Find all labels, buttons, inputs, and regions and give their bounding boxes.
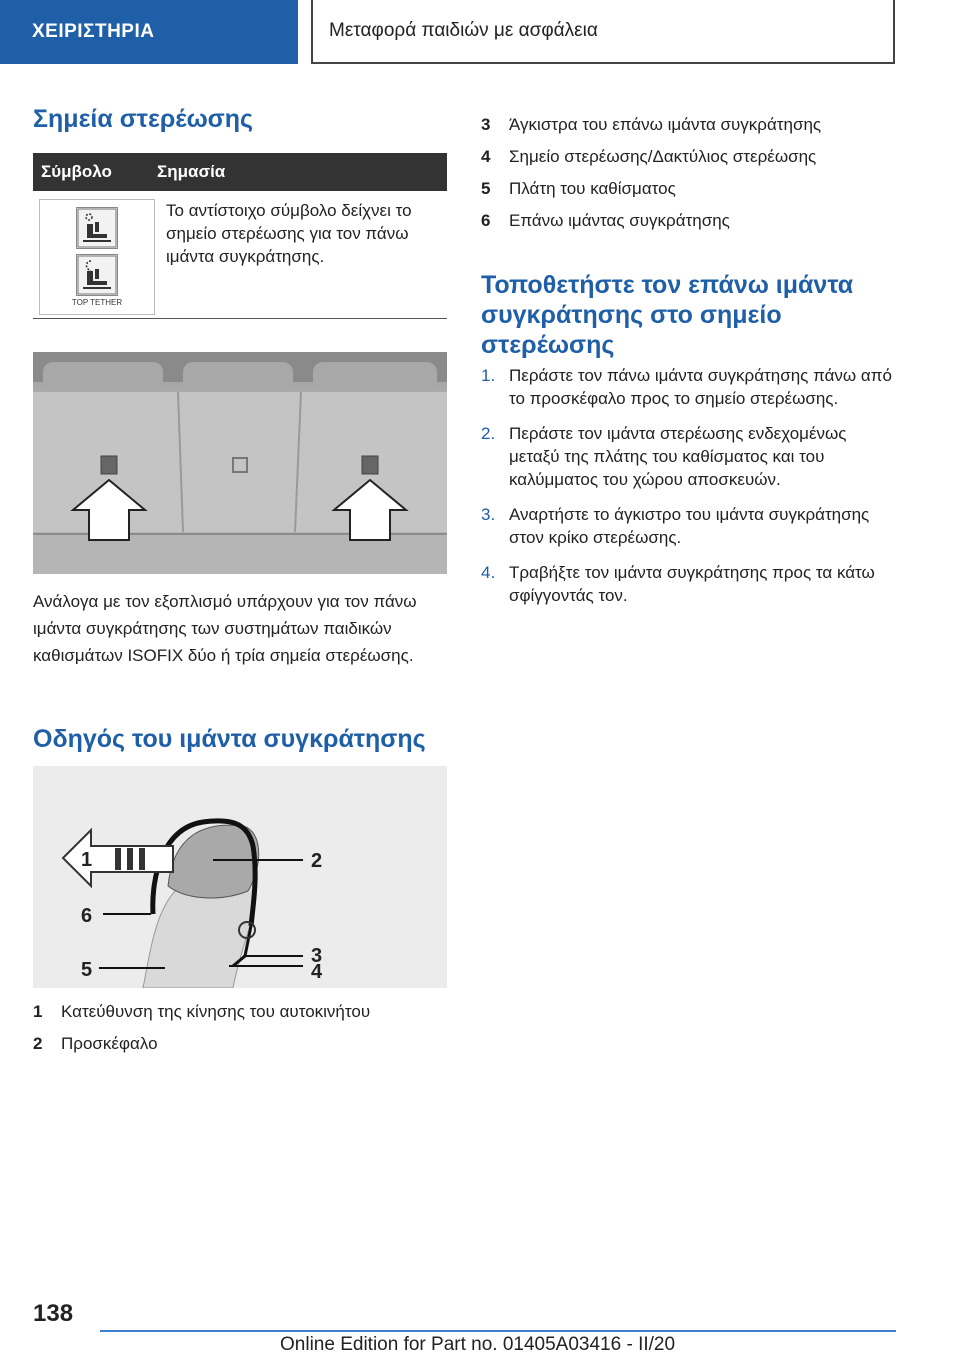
symbol-table-header bbox=[33, 153, 447, 191]
symbol-cell bbox=[39, 199, 155, 315]
diagram-label-1: 1 bbox=[81, 849, 93, 871]
diagram-label-6: 6 bbox=[81, 905, 93, 927]
legend-number: 4 bbox=[481, 147, 491, 166]
mount-section-title: Τοποθετήστε τον επάνω ιμάντα συγκράτησης στο σημείο στερέωσης bbox=[481, 271, 854, 359]
legend-item bbox=[481, 205, 896, 237]
anchor-points-photo bbox=[33, 352, 447, 574]
top-tether-icon bbox=[76, 254, 118, 296]
step-item bbox=[481, 503, 896, 549]
legend-text: Επάνω ιμάντας συγκράτησης bbox=[509, 211, 730, 230]
legend-item bbox=[481, 109, 896, 141]
chapter-title: Μεταφορά παιδιών με ασφάλεια bbox=[329, 20, 598, 41]
legend-text: Πλάτη του καθίσματος bbox=[509, 179, 676, 198]
legend-text: Σημείο στερέωσης/Δακτύλιος στερέωσης bbox=[509, 147, 817, 166]
guide-section-title: Οδηγός του ιμάντα συγκράτησης bbox=[33, 725, 426, 753]
legend-item bbox=[33, 996, 447, 1028]
symbol-column-header: Σύμβολο bbox=[41, 162, 112, 181]
step-number: 4. bbox=[481, 563, 496, 582]
legend-text: Άγκιστρα του επάνω ιμάντα συγκράτησης bbox=[509, 115, 822, 134]
legend-text: Προσκέφαλο bbox=[61, 1034, 158, 1053]
top-tether-label: TOP TETHER bbox=[71, 298, 123, 308]
mount-steps bbox=[481, 364, 896, 619]
symbol-meaning: Το αντίστοιχο σύμβολο δείχνει το σημείο στερέωσης για τον πάνω ιμάντα συγκράτησης. bbox=[166, 201, 412, 266]
symbol-table bbox=[33, 153, 447, 319]
headrest-diagram bbox=[33, 766, 447, 988]
step-number: 2. bbox=[481, 424, 496, 443]
seat-back-illustration bbox=[33, 352, 447, 574]
diagram-label-4: 4 bbox=[311, 961, 323, 983]
legend-item bbox=[33, 1028, 447, 1060]
step-text: Αναρτήστε το άγκιστρο του ιμάντα συγκράτησης στον κρίκο στερέωσης. bbox=[509, 505, 870, 547]
diagram-label-2: 2 bbox=[311, 850, 323, 872]
legend-item bbox=[481, 173, 896, 205]
top-tether-symbol bbox=[72, 254, 122, 307]
page-number: 138 bbox=[33, 1300, 74, 1327]
legend-number: 2 bbox=[33, 1034, 43, 1053]
tether-guide-diagram bbox=[33, 766, 447, 988]
meaning-column-header: Σημασία bbox=[157, 162, 226, 181]
step-item bbox=[481, 364, 896, 410]
section-label: ΧΕΙΡΙΣΤΗΡΙΑ bbox=[32, 21, 155, 42]
anchor-description: Ανάλογα με τον εξοπλισμό υπάρχουν για τον πάνω ιμάντα συγκράτησης των συστημάτων παιδικών καθισμάτων ISOFIX δύο ή τρία σημεία στερέωσης. bbox=[33, 592, 417, 665]
step-number: 1. bbox=[481, 366, 496, 385]
legend-text: Κατεύθυνση της κίνησης του αυτοκινήτου bbox=[61, 1002, 371, 1021]
step-number: 3. bbox=[481, 505, 496, 524]
step-text: Περάστε τον πάνω ιμάντα συγκράτησης πάνω από το προσκέφαλο προς το σημείο στερέωσης. bbox=[509, 366, 892, 408]
anchor-section-title: Σημεία στερέωσης bbox=[33, 105, 254, 133]
legend-number: 1 bbox=[33, 1002, 43, 1021]
child-seat-anchor-icon bbox=[76, 207, 118, 249]
diagram-label-5: 5 bbox=[81, 959, 93, 981]
footer-divider bbox=[100, 1330, 896, 1332]
chapter-header bbox=[311, 0, 895, 64]
legend-number: 3 bbox=[481, 115, 491, 134]
step-text: Περάστε τον ιμάντα στερέωσης ενδεχομένως μεταξύ της πλάτης του καθίσματος και του καλύμματος του χώρου αποσκευών. bbox=[509, 424, 847, 489]
step-item bbox=[481, 422, 896, 491]
diagram-label-3: 3 bbox=[311, 945, 323, 967]
legend-left bbox=[33, 996, 447, 1060]
step-item bbox=[481, 561, 896, 607]
legend-number: 5 bbox=[481, 179, 491, 198]
symbol-table-row bbox=[33, 191, 447, 319]
step-text: Τραβήξτε τον ιμάντα συγκράτησης προς τα κάτω σφίγγοντάς τον. bbox=[509, 563, 875, 605]
section-tab bbox=[0, 0, 298, 64]
edition-footer: Online Edition for Part no. 01405A03416 - II/20 bbox=[280, 1334, 676, 1355]
legend-item bbox=[481, 141, 896, 173]
legend-right bbox=[481, 109, 896, 237]
legend-number: 6 bbox=[481, 211, 491, 230]
